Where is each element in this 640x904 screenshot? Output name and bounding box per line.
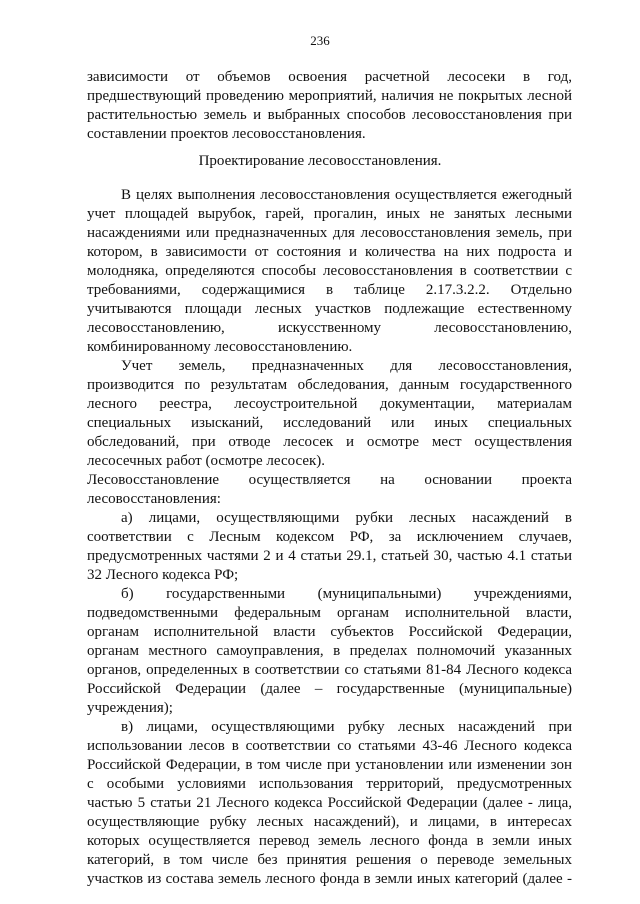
text-line: органам местного самоуправления, в пределах полномочий указанных [87,643,572,659]
text-line: Учет земель, предназначенных для лесовосстановления, [121,358,572,374]
text-line: лесовосстановления: [87,491,221,507]
text-line: требованиями, содержащимися в таблице 2.17.3.2.2. Отдельно [87,282,572,298]
text-line: соответствии с Лесным кодексом РФ, за исключением случаев, [87,529,572,545]
text-line: подведомственными федеральным органам исполнительной власти, [87,605,572,621]
page-number: 236 [310,33,330,48]
text-line: учитываются площади лесных участков подлежащие естественному [87,301,572,317]
text-line: комбинированному лесовосстановлению. [87,339,353,355]
text-line: растительностью земель и выбранных способов лесовосстановления при [87,107,572,123]
text-line: специальных изысканий, исследований или иных специальных [87,415,572,431]
text-line: осуществляющие рубку лесных насаждений), и лицами, в интересах [87,814,572,830]
text-line: составлении проектов лесовосстановления. [87,126,366,142]
text-line: использовании лесов в соответствии со статьями 43-46 Лесного кодекса [87,738,572,754]
text-line: предусмотренных частями 2 и 4 статьи 29.1, статьей 30, частью 4.1 статьи [87,548,572,564]
text-line: органов, определенных в соответствии со статьями 81-84 Лесного кодекса [87,662,572,678]
text-line: б) государственными (муниципальными) учреждениями, [121,586,572,602]
text-line: лесного реестра, лесоустроительной документации, материалам [87,396,572,412]
text-line: которых осуществляется перевод земель лесного фонда в земли иных [87,833,572,849]
text-line: с особыми условиями использования территорий, предусмотренных [87,776,572,792]
text-line: зависимости от объемов освоения расчетной лесосеки в год, [87,69,572,85]
text-line: частью 5 статьи 21 Лесного кодекса Российской Федерации (далее - лица, [87,795,572,811]
text-line: насаждениями или предназначенных для лесовосстановления земель, при [87,225,572,241]
text-line: а) лицами, осуществляющими рубки лесных насаждений в [121,510,572,526]
text-line: котором, в зависимости от состояния и количества на них подроста и [87,244,572,260]
text-line: Российской Федерации (далее – государственные (муниципальные) [87,681,572,697]
text-line: участков из состава земель лесного фонда в земли иных категорий (далее - [87,871,572,887]
text-line: учреждения); [87,700,173,716]
text-line: учет площадей вырубок, гарей, прогалин, иных не занятых лесными [87,206,572,222]
text-line: В целях выполнения лесовосстановления осуществляется ежегодный [121,187,572,203]
text-line: лесосечных работ (осмотре лесосек). [87,453,326,469]
text-line: 32 Лесного кодекса РФ; [87,567,239,583]
text-line: производится по результатам обследования, данным государственного [87,377,572,393]
text-line: органам исполнительной власти субъектов Российской Федерации, [87,624,572,640]
text-line: обследований, при отводе лесосек и осмотре мест осуществления [87,434,572,450]
text-line: Лесовосстановление осуществляется на основании проекта [87,472,572,488]
text-line: в) лицами, осуществляющими рубку лесных насаждений при [121,719,572,735]
text-line: категорий, в том числе без принятия решения о переводе земельных [87,852,572,868]
text-line: лесовосстановлению, искусственному лесовосстановлению, [87,320,572,336]
text-line: предшествующий проведению мероприятий, наличия не покрытых лесной [87,88,572,104]
text-line: молодняка, определяются способы лесовосстановления в соответствии с [87,263,572,279]
section-heading: Проектирование лесовосстановления. [198,153,442,169]
text-line: Российской Федерации, в том числе при установлении или изменении зон [87,757,572,773]
